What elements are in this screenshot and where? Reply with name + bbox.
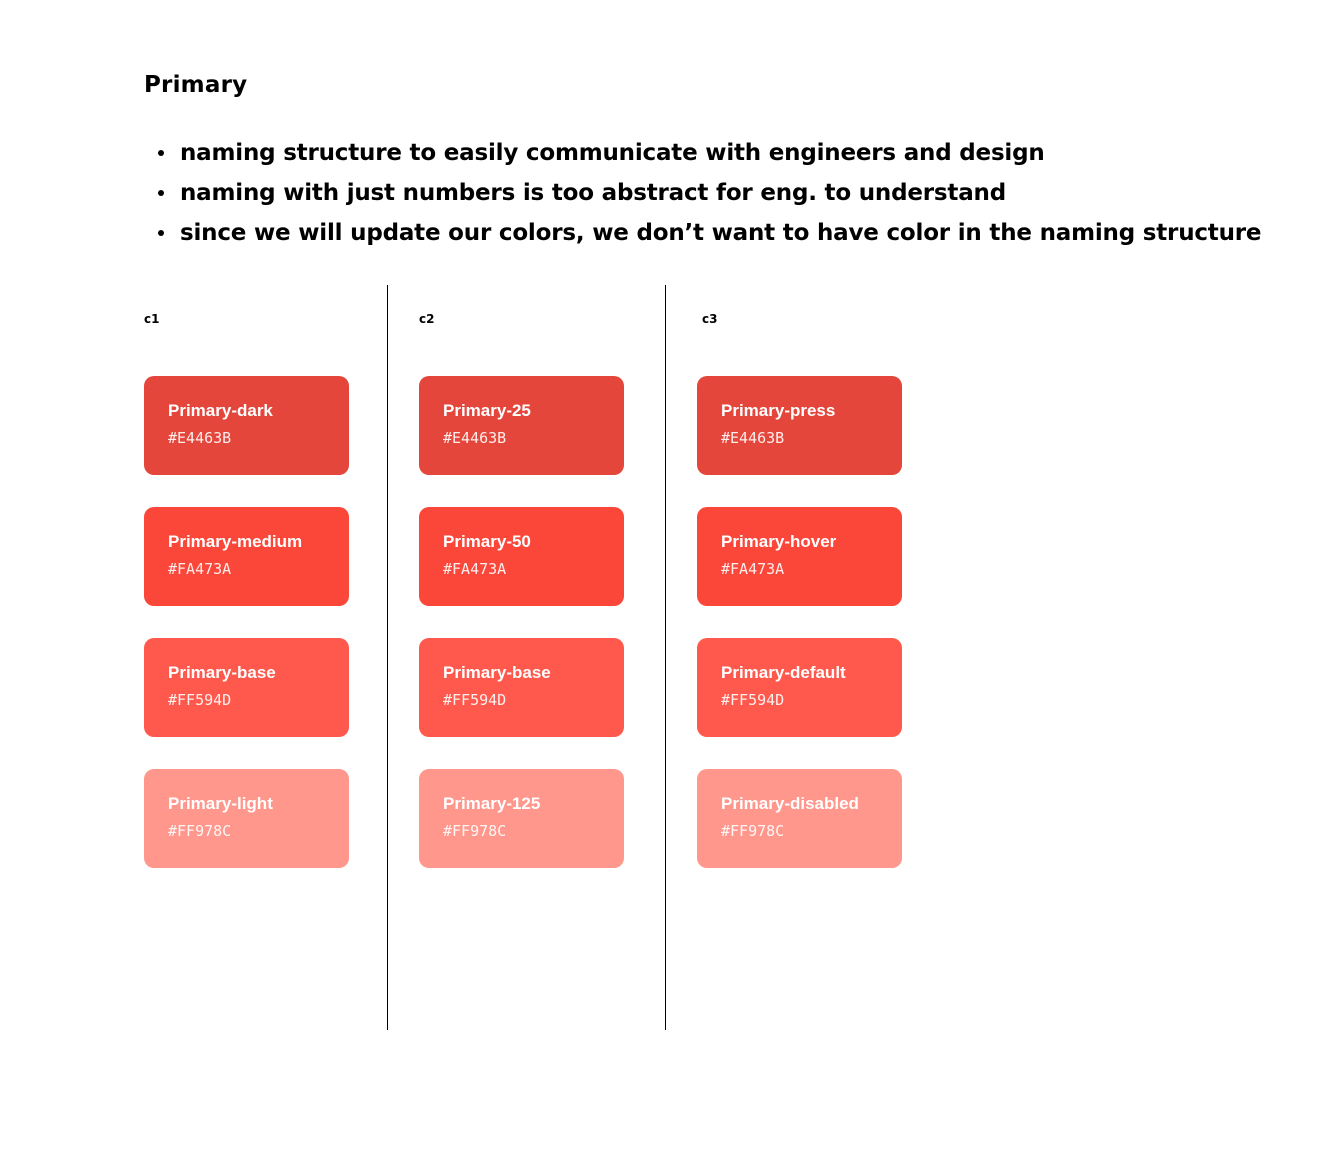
color-swatch[interactable] xyxy=(697,376,902,475)
swatch-hex: #FF978C xyxy=(168,822,232,840)
color-swatch[interactable] xyxy=(144,638,349,737)
column-divider xyxy=(665,285,666,1030)
color-swatch[interactable] xyxy=(419,376,624,475)
note-item xyxy=(144,173,1261,213)
color-swatch[interactable] xyxy=(697,638,902,737)
bullet-icon xyxy=(158,150,164,156)
note-text: naming structure to easily communicate with engineers and design xyxy=(180,140,1045,166)
bullet-icon xyxy=(158,230,164,236)
column-label-c2: c2 xyxy=(419,312,435,326)
swatch-hex: #FF978C xyxy=(443,822,507,840)
color-swatch[interactable] xyxy=(144,507,349,606)
swatch-name: Primary-125 xyxy=(443,794,541,813)
bullet-icon xyxy=(158,190,164,196)
swatch-hex: #FF594D xyxy=(721,691,785,709)
swatch-name: Primary-medium xyxy=(168,532,303,551)
color-swatch[interactable] xyxy=(419,507,624,606)
swatch-name: Primary-light xyxy=(168,794,273,813)
column-divider xyxy=(387,285,388,1030)
color-swatch[interactable] xyxy=(419,638,624,737)
swatch-name: Primary-25 xyxy=(443,401,531,420)
swatch-hex: #FF594D xyxy=(443,691,507,709)
column-label-c1: c1 xyxy=(144,312,160,326)
swatch-name: Primary-press xyxy=(721,401,836,420)
swatch-name: Primary-hover xyxy=(721,532,837,551)
page-title: Primary xyxy=(144,72,248,98)
swatch-hex: #E4463B xyxy=(443,429,507,447)
swatch-name: Primary-base xyxy=(168,663,276,682)
swatch-name: Primary-50 xyxy=(443,532,531,551)
note-text: since we will update our colors, we don’t want to have color in the naming structure xyxy=(180,220,1262,246)
note-item xyxy=(144,213,1261,253)
color-swatch[interactable] xyxy=(697,769,902,868)
swatch-hex: #FF978C xyxy=(721,822,785,840)
swatch-hex: #FA473A xyxy=(168,560,232,578)
color-swatch[interactable] xyxy=(697,507,902,606)
swatch-hex: #E4463B xyxy=(168,429,232,447)
swatch-hex: #E4463B xyxy=(721,429,785,447)
swatch-name: Primary-disabled xyxy=(721,794,859,813)
note-text: naming with just numbers is too abstract for eng. to understand xyxy=(180,180,1006,206)
column-label-c3: c3 xyxy=(702,312,718,326)
color-swatch[interactable] xyxy=(419,769,624,868)
swatch-name: Primary-dark xyxy=(168,401,273,420)
color-swatch[interactable] xyxy=(144,376,349,475)
swatch-hex: #FF594D xyxy=(168,691,232,709)
swatch-hex: #FA473A xyxy=(721,560,785,578)
note-item xyxy=(144,133,1261,173)
color-swatch[interactable] xyxy=(144,769,349,868)
notes-list xyxy=(144,133,1261,253)
swatch-name: Primary-default xyxy=(721,663,846,682)
swatch-name: Primary-base xyxy=(443,663,551,682)
swatch-hex: #FA473A xyxy=(443,560,507,578)
